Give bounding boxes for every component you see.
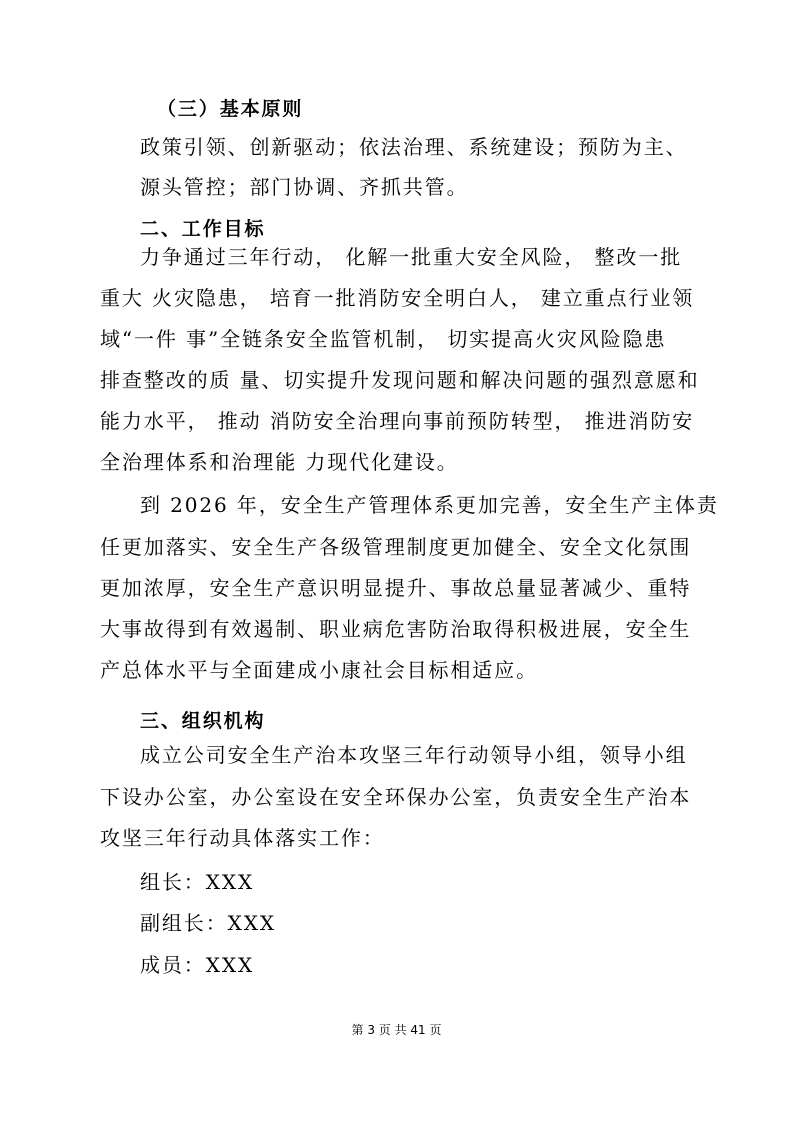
member-deputy-leader: 副组长：XXX (140, 911, 277, 935)
principles-line-1: 政策引领、创新驱动；依法治理、系统建设；预防为主、 (140, 135, 688, 159)
page-footer-page-number: 第 3 页 共 41 页 (351, 1023, 442, 1037)
goals-para1-line-1: 力争通过三年行动， 化解一批重大安全风险， 整改一批 (140, 245, 683, 269)
org-para-line-2: 下设办公室，办公室设在安全环保办公室，负责安全生产治本 (100, 785, 692, 809)
goals-para2-line-3: 更加浓厚，安全生产意识明显提升、事故总量显著减少、重特 (100, 576, 692, 600)
member-leader: 组长：XXX (140, 870, 255, 894)
goals-para1-line-3: 域“一件 事”全链条安全监管机制， 切实提高火灾风险隐患 (100, 327, 667, 351)
section-heading-organization: 三、组织机构 (140, 710, 266, 732)
org-para-line-3: 攻坚三年行动具体落实工作： (100, 826, 385, 850)
member-members: 成员：XXX (140, 953, 255, 977)
section-heading-work-goals: 二、工作目标 (140, 218, 266, 240)
goals-para1-line-4: 排查整改的质 量、切实提升发现问题和解决问题的强烈意愿和 (100, 368, 700, 392)
goals-para2-line-2: 任更加落实、安全生产各级管理制度更加健全、安全文化氛围 (100, 535, 692, 559)
goals-para1-line-5: 能力水平， 推动 消防安全治理向事前预防转型， 推进消防安 (100, 409, 695, 433)
org-para-line-1: 成立公司安全生产治本攻坚三年行动领导小组，领导小组 (140, 743, 688, 767)
goals-para2-line-4: 大事故得到有效遏制、职业病危害防治取得积极进展，安全生 (100, 617, 692, 641)
principles-line-2: 源头管控；部门协调、齐抓共管。 (140, 175, 469, 199)
goals-para2-line-1: 到 2026 年，安全生产管理体系更加完善，安全生产主体责 (140, 493, 719, 517)
goals-para2-line-5: 产总体水平与全面建成小康社会目标相适应。 (100, 658, 538, 682)
section-heading-basic-principles: （三）基本原则 (157, 98, 304, 120)
goals-para1-line-6: 全治理体系和治理能 力现代化建设。 (100, 450, 459, 474)
goals-para1-line-2: 重大 火灾隐患， 培育一批消防安全明白人， 建立重点行业领 (100, 286, 695, 310)
